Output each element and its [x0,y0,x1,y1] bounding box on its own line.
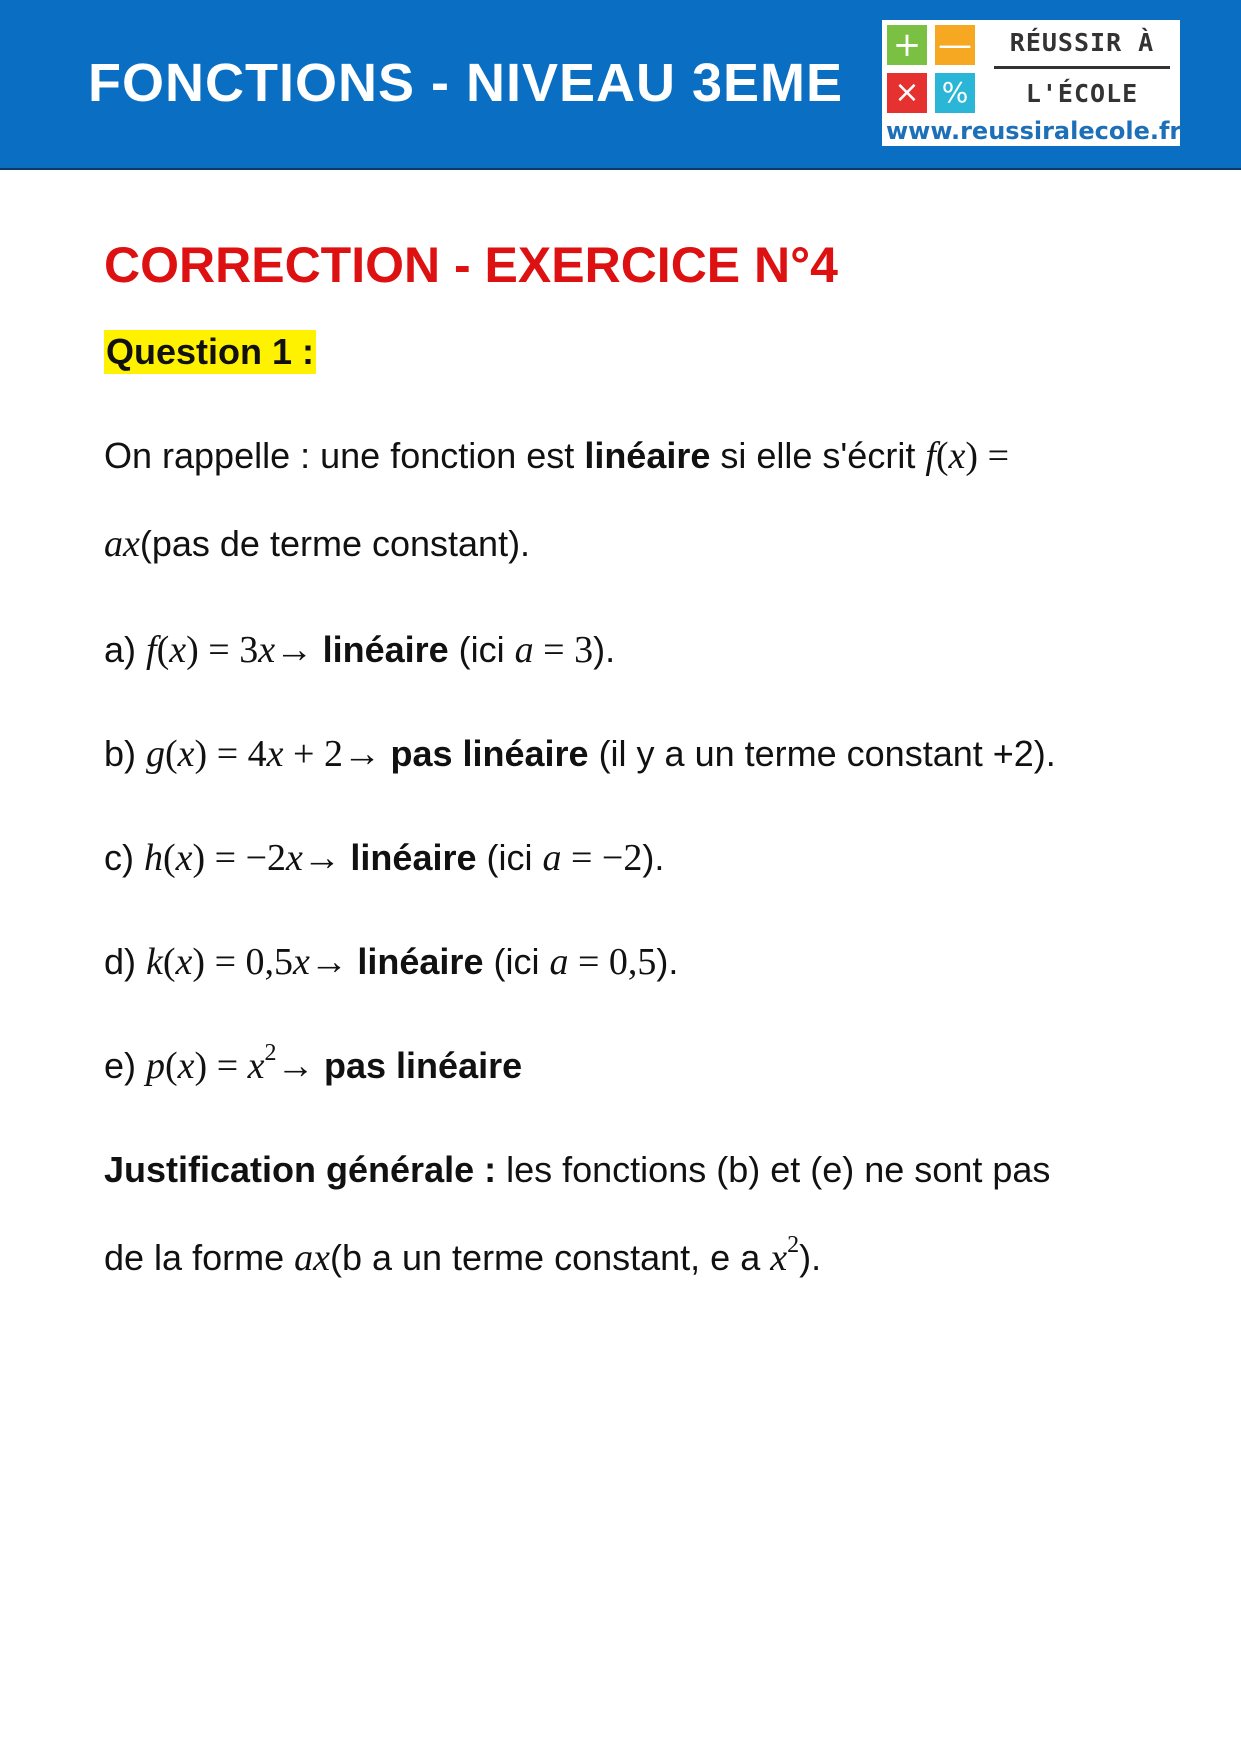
justification-label: Justification générale : [104,1149,497,1190]
intro-text-2: si elle s'écrit [710,435,926,476]
formula-b: g(x) = 4x + 2 [146,733,343,775]
list-item: e) $p(x) = x^2\to$ pas linéaire [104,1040,523,1087]
site-logo[interactable] [882,20,1180,146]
intro-bold: linéaire [584,435,711,476]
formula-e: $p(x) = x^2$ [146,1040,277,1087]
percent-icon: % [935,73,975,113]
page-header-title: FONCTIONS - NIVEAU 3EME [88,53,844,113]
list-item: a) f(x) = 3x→ linéaire (ici a = 3). [104,629,616,671]
times-icon: × [887,73,927,113]
plus-icon: + [887,25,927,65]
question-label: Question 1 : [106,331,315,372]
list-item: b) g(x) = 4x + 2→ pas linéaire (il y a un terme constant +2). [104,733,1056,775]
list-item: c) h(x) = −2x→ linéaire (ici a = −2). [104,837,665,879]
logo-tiles [887,25,981,119]
list-item: d) k(x) = 0,5x→ linéaire (ici a = 0,5). [104,941,679,983]
logo-text-top: RÉUSSIR À [1009,28,1155,57]
minus-icon: — [935,25,975,65]
logo-divider [994,66,1170,69]
intro-text-3: (pas de terme constant). [139,523,531,564]
formula-d: k(x) = 0,5x [146,941,310,983]
header-banner [0,0,1241,170]
intro-line-2 [104,522,530,566]
intro-line-1 [104,434,1009,478]
logo-text-bottom: L'ÉCOLE [1025,79,1139,108]
intro-formula: f(x) = [925,435,1010,477]
logo-url-link[interactable]: www.reussiralecole.fr [886,117,1182,145]
formula-c: h(x) = −2x [144,837,303,879]
exercise-title: CORRECTION - EXERCICE N°4 [104,237,838,293]
justification-line-2: de la forme ax(b a un terme constant, e a $x^2$). [104,1232,822,1279]
intro-formula-ax: ax [104,523,140,565]
formula-a: f(x) = 3x [146,629,276,671]
justification-line-1: Justification générale : les fonctions (b) et (e) ne sont pas [104,1149,1051,1190]
intro-text: On rappelle : une fonction est [104,435,585,476]
